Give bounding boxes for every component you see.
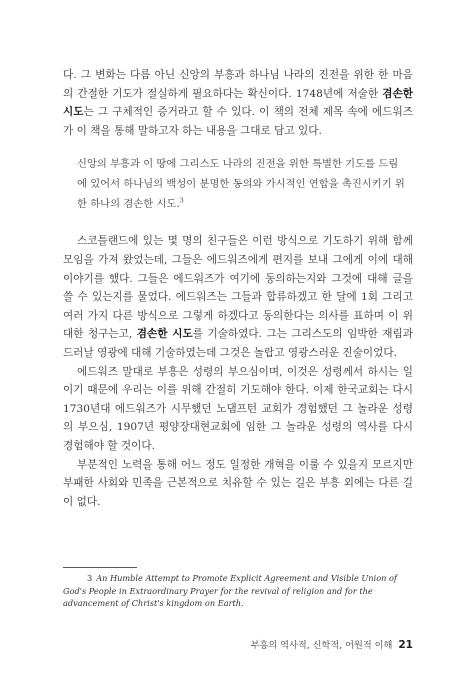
footnote [63, 572, 413, 610]
paragraph-2 [63, 232, 413, 362]
running-footer-title: 부흥의 역사적, 신학적, 어원적 이해 [250, 640, 393, 651]
paragraph-2-text-b: 를 기술하였다. 그는 그리스도의 임박한 재림과 드러날 영광에 대해 기술하였는데 그것은 놀랍고 영광스러운 진술이었다. [63, 328, 413, 359]
footnote-divider [63, 567, 137, 568]
paragraph-4: 부분적인 노력을 통해 어느 정도 일정한 개혁을 이룰 수 있을지 모르지만 부패한 사회와 민족을 근본적으로 치유할 수 있는 길은 부흥 외에는 다른 길이 없다. [63, 458, 413, 508]
footnote-text: An Humble Attempt to Promote Explicit Agreement and Visible Union of God's People in Extraordinary Prayer for the revival of religion and for the advancement of Christ's kingdom on Earth. [63, 573, 397, 609]
paragraph-1-text-b: 는 그 구체적인 증거라고 할 수 있다. 이 책의 전체 제목 속에 에드워즈가 이 책을 통해 말하고자 하는 내용을 그대로 담고 있다. [63, 106, 413, 137]
page-number: 21 [398, 639, 413, 651]
paragraph-1-text-a: 다. 그 변화는 다름 아닌 신앙의 부흥과 하나님 나라의 진전을 위한 한 마음의 간절한 기도가 절실하게 필요하다는 확신이다. 1748년에 저술한 [63, 69, 413, 100]
page-body [63, 66, 413, 511]
footnote-reference: 3 [179, 196, 184, 205]
footnote-number: 3 [87, 573, 93, 583]
book-title-emphasis: 겸손한 시도 [63, 87, 413, 119]
running-footer [251, 637, 413, 651]
book-title-emphasis-2: 겸손한 시도 [136, 328, 193, 341]
block-quote-text: 신앙의 부흥과 이 땅에 그리스도 나라의 진전을 위한 특별한 기도를 드림에 있어서 하나님의 백성이 분명한 동의와 가시적인 연합을 촉진시키기 위한 하나의 겸손한 시도. [77, 158, 405, 211]
paragraph-1 [63, 66, 413, 140]
block-quote [77, 154, 407, 214]
paragraph-2-text-a: 스코틀랜드에 있는 몇 명의 친구들은 이런 방식으로 기도하기 위해 함께 모임을 가져 왔었는데, 그들은 에드워즈에게 편지를 보내 그에게 이에 대해 이야기를 했다. 그들은 에드워즈가 여기에 동의하는지와 그것에 대해 글을 쓸 수 있는지를 물었다. 에드워즈는 그들과 합류하겠고 한 달에 1회 그리고 여러 가지 다른 방식으로 그렇게 하겠다고 동의한다는 의사를 표하며 이 위대한 청구는고, [63, 235, 413, 341]
paragraph-3: 에드워즈 말대로 부흥은 성령의 부으심이며, 이것은 성령께서 하시는 일이기 때문에 우리는 이를 위해 간절히 기도해야 한다. 이제 한국교회는 다시 1730년대 에드워즈가 시무했던 노댐프턴 교회가 경험했던 그 놀라운 성령의 부으심, 1907년 평양장대현교회에 임한 그 놀라운 성령의 역사를 다시 경험해야 할 것이다. [63, 365, 413, 452]
